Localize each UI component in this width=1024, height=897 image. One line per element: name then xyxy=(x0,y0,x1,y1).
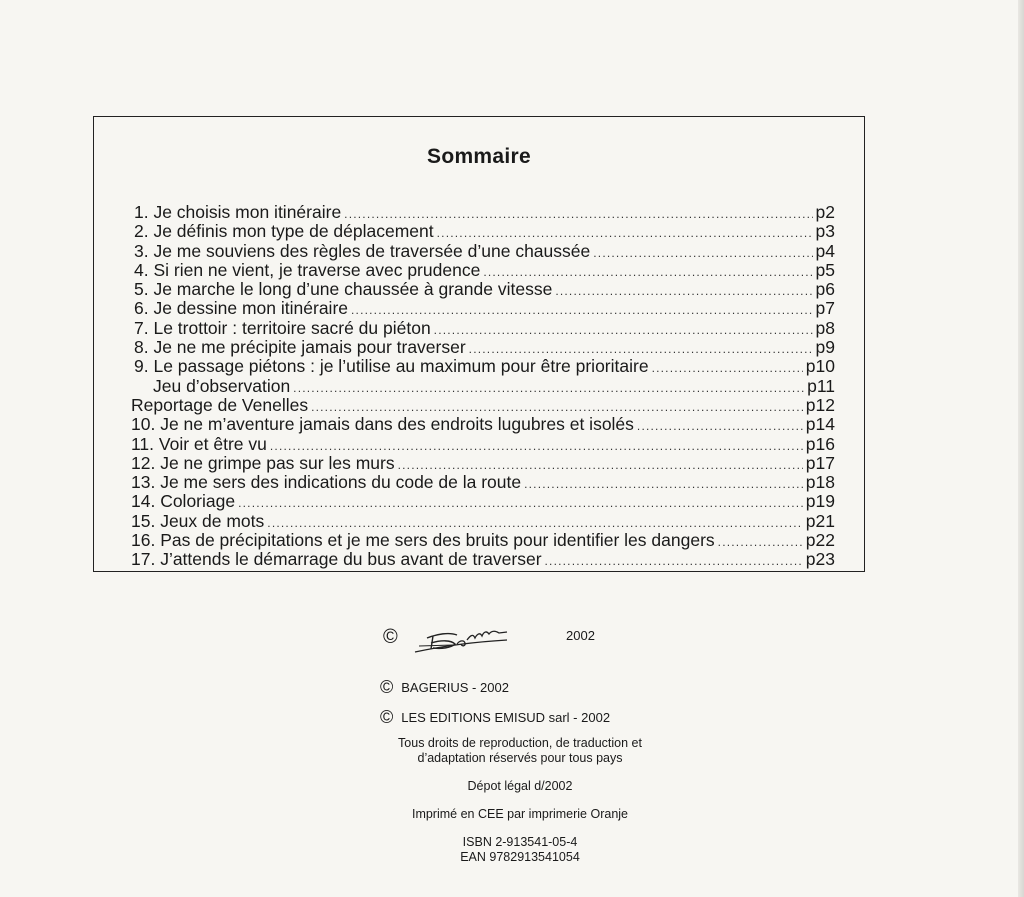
legal-deposit: Dépot légal d/2002 xyxy=(467,779,573,793)
toc-leader-dots xyxy=(311,398,803,415)
toc-leader-dots xyxy=(398,456,803,473)
toc-entry-label: 12. Je ne grimpe pas sur les murs xyxy=(131,453,395,473)
toc-entry-label: Reportage de Venelles xyxy=(131,395,309,415)
toc-entry-page: p2 xyxy=(815,203,835,222)
toc-leader-dots xyxy=(434,321,813,338)
toc-entry xyxy=(131,492,835,511)
toc-leader-dots xyxy=(344,205,812,222)
toc-entry xyxy=(131,338,835,357)
toc-leader-dots xyxy=(270,437,803,454)
toc-entry-label: 13. Je me sers des indications du code de la route xyxy=(131,473,522,493)
toc-entry-page: p10 xyxy=(805,357,835,377)
toc-entry xyxy=(131,396,835,415)
toc-entry-page: p21 xyxy=(805,511,835,531)
toc-leader-dots xyxy=(593,244,812,261)
toc-entry-label: 2. Je définis mon type de déplacement xyxy=(134,222,434,242)
toc-leader-dots xyxy=(718,533,803,550)
toc-entry-page: p22 xyxy=(805,531,835,551)
toc-leader-dots xyxy=(637,417,803,434)
toc-entry-page: p3 xyxy=(815,222,835,242)
toc-leader-dots xyxy=(652,359,803,376)
toc-entry-page: p11 xyxy=(807,376,835,396)
toc-entry-label: 16. Pas de précipitations et je me sers des bruits pour identifier les dangers xyxy=(131,531,715,551)
toc-entry-label: 7. Le trottoir : territoire sacré du piéton xyxy=(134,318,431,338)
toc-entry-page: p12 xyxy=(805,395,835,415)
toc-entry xyxy=(131,531,835,550)
page-edge-shadow xyxy=(1018,0,1024,897)
copyright-symbol: © xyxy=(383,626,398,648)
toc-leader-dots xyxy=(293,379,804,396)
toc-entry xyxy=(131,222,835,241)
toc-entry-page: p7 xyxy=(815,299,835,319)
toc-entry xyxy=(131,299,835,318)
rights-line-2: d’adaptation réservés pour tous pays xyxy=(417,751,623,765)
toc-leader-dots xyxy=(469,340,813,357)
toc-entry-page: p14 xyxy=(805,415,835,435)
toc-entry xyxy=(131,280,835,299)
legal-notice xyxy=(340,736,700,865)
toc-list xyxy=(131,203,835,570)
toc-entry-label: 11. Voir et être vu xyxy=(131,434,267,454)
toc-entry-page: p5 xyxy=(815,260,835,280)
credit-line-author xyxy=(380,676,660,698)
toc-entry-label: 10. Je ne m’aventure jamais dans des endroits lugubres et isolés xyxy=(131,415,634,435)
toc-entry xyxy=(131,415,835,434)
toc-entry-page: p16 xyxy=(805,434,835,454)
signature-copyright xyxy=(383,622,613,662)
toc-entry xyxy=(131,261,835,280)
toc-entry-page: p8 xyxy=(815,318,835,338)
toc-entry xyxy=(131,550,835,569)
toc-entry xyxy=(131,512,835,531)
toc-entry-page: p23 xyxy=(805,550,835,570)
signature-image xyxy=(413,622,523,656)
ean: EAN 9782913541054 xyxy=(460,850,580,864)
isbn: ISBN 2-913541-05-4 xyxy=(462,835,578,849)
toc-entry-page: p18 xyxy=(805,473,835,493)
toc-entry-label: 6. Je dessine mon itinéraire xyxy=(134,299,348,319)
toc-entry-label: 15. Jeux de mots xyxy=(131,511,265,531)
toc-entry-label: 4. Si rien ne vient, je traverse avec prudence xyxy=(134,260,481,280)
table-of-contents-box xyxy=(93,116,865,572)
toc-entry-page: p4 xyxy=(815,241,835,261)
toc-entry-label: 5. Je marche le long d’une chaussée à grande vitesse xyxy=(134,280,553,300)
toc-entry xyxy=(131,454,835,473)
toc-entry xyxy=(131,377,835,396)
toc-leader-dots xyxy=(545,552,803,569)
toc-entry xyxy=(131,435,835,454)
toc-title: Sommaire xyxy=(427,145,531,168)
credit-author: BAGERIUS - 2002 xyxy=(401,679,509,695)
printer-notice: Imprimé en CEE par imprimerie Oranje xyxy=(411,807,629,821)
toc-entry-label: 8. Je ne me précipite jamais pour traverser xyxy=(134,338,466,358)
isbn-block xyxy=(340,835,700,865)
toc-leader-dots xyxy=(483,263,812,280)
credit-publisher: LES EDITIONS EMISUD sarl - 2002 xyxy=(401,709,611,725)
toc-entry-page: p17 xyxy=(805,453,835,473)
credit-line-publisher xyxy=(380,706,660,728)
toc-entry xyxy=(131,242,835,261)
rights-line-1: Tous droits de reproduction, de traduction et xyxy=(398,736,642,750)
toc-leader-dots xyxy=(238,494,803,511)
toc-entry xyxy=(131,473,835,492)
rights-notice xyxy=(340,736,700,766)
toc-leader-dots xyxy=(437,224,813,241)
toc-entry-page: p6 xyxy=(815,280,835,300)
toc-entry-label: 17. J’attends le démarrage du bus avant de traverser xyxy=(131,550,542,570)
copyright-symbol: © xyxy=(380,706,394,727)
signature-year: 2002 xyxy=(566,628,595,643)
toc-entry-label: 9. Le passage piétons : je l’utilise au maximum pour être prioritaire xyxy=(134,357,649,377)
copyright-symbol: © xyxy=(380,676,394,697)
toc-leader-dots xyxy=(351,301,813,318)
toc-leader-dots xyxy=(267,514,803,531)
toc-entry-page: p9 xyxy=(815,338,835,358)
toc-entry-label: 3. Je me souviens des règles de traversée d’une chaussée xyxy=(134,241,591,261)
copyright-credits xyxy=(380,676,660,728)
toc-entry xyxy=(131,203,835,222)
toc-entry xyxy=(131,319,835,338)
toc-entry-page: p19 xyxy=(805,492,835,512)
toc-leader-dots xyxy=(555,282,812,299)
toc-entry xyxy=(131,357,835,376)
toc-leader-dots xyxy=(524,475,803,492)
toc-entry-label: Jeu d’observation xyxy=(153,376,291,396)
toc-entry-label: 14. Coloriage xyxy=(131,492,236,512)
toc-entry-label: 1. Je choisis mon itinéraire xyxy=(134,203,342,222)
